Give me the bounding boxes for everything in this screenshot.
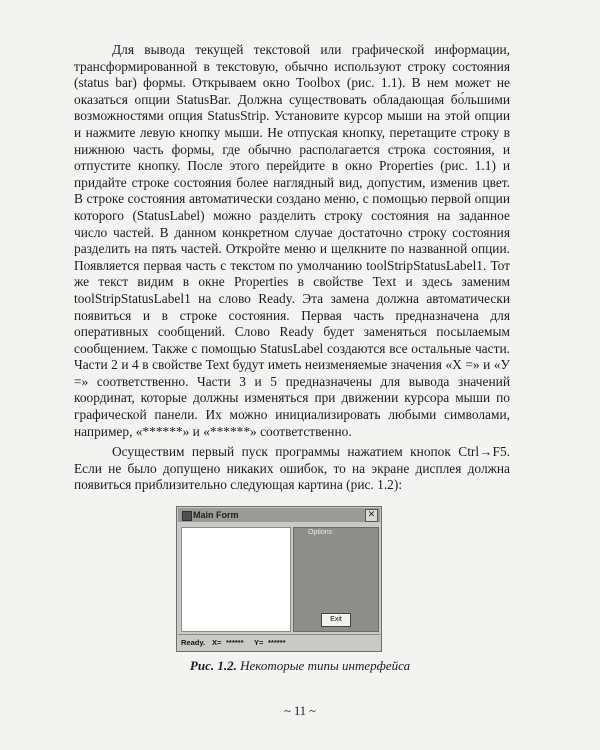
status-x-value: ****** — [226, 638, 244, 647]
options-groupbox — [293, 527, 379, 632]
close-icon[interactable]: ✕ — [365, 509, 378, 522]
figure-caption — [0, 658, 600, 674]
caption-number: Рис. 1.2. — [189, 658, 237, 673]
app-icon — [182, 511, 192, 521]
figure-main-form — [176, 506, 382, 652]
status-ready: Ready. — [181, 638, 206, 647]
options-label: Options — [308, 529, 333, 536]
window-titlebar — [178, 508, 380, 522]
caption-text: Некоторые типы интерфейса — [240, 658, 411, 673]
status-y-value: ****** — [268, 638, 286, 647]
window-title: Main Form — [193, 510, 239, 520]
paragraph-statusbar: Для вывода текущей текстовой или графической информации, трансформированной в текстовую, обычно используют строку состояния (status bar) формы. Открываем окно Toolbox (рис. 1.1). В нем может не оказаться опции StatusBar. Должна существовать обладающая бо́льшими возможностями опция StatusStrip. Установите курсор мыши на этой опции и нажмите левую кнопку мыши. Не отпуская кнопку, перетащите строку в нижнюю часть формы, где обычно располагается строка состояния, и отпустите кнопку. После этого перейдите в окно Properties (рис. 1.1) и придайте строке состояния более наглядный вид, допустим, изменив цвет. В строке состояния автоматически создано меню, с помощью первой опции которого (StatusLabel) можно разделить строку состояния на заданное число частей. В данном конкретном случае достаточно строку состояния разделить на пять частей. Откройте меню и щелкните по названной опции. Появляется первая часть с текстом по умолчанию toolStripStatusLabel1. Тот же текст видим в окне Properties в свойстве Text и здесь заменим toolStripStatusLabel1 на слово Ready. Эта замена должна автоматически появиться и в строке состояния. Первая часть предназначена для оперативных сообщений. Слово Ready будет заменяться посылаемым сообщением. Также с помощью StatusLabel создаются все остальные части. Части 2 и 4 в свойстве Text будут иметь неизменяемые значения «X =» и «У =» соответственно. Части 3 и 5 предназначены для вывода значений координат, которые должны изменяться при движении курсора мыши по графической панели. Их можно инициализировать любыми символами, например, «******» и «******» соответственно. — [74, 42, 510, 439]
status-x-label: X= — [212, 638, 222, 647]
paragraph-first-run: Осуществим первый пуск программы нажатием кнопок Ctrl→F5. Если не было допущено никаких ошибок, то на экране дисплея должна появиться приблизительно следующая картина (рис. 1.2): — [74, 444, 510, 493]
exit-button[interactable]: Exit — [321, 613, 351, 627]
page-number: ~ 11 ~ — [284, 704, 316, 718]
status-y-label: Y= — [254, 638, 264, 647]
status-bar — [178, 634, 380, 650]
graphics-panel[interactable] — [181, 527, 291, 632]
main-form-window — [176, 506, 382, 652]
